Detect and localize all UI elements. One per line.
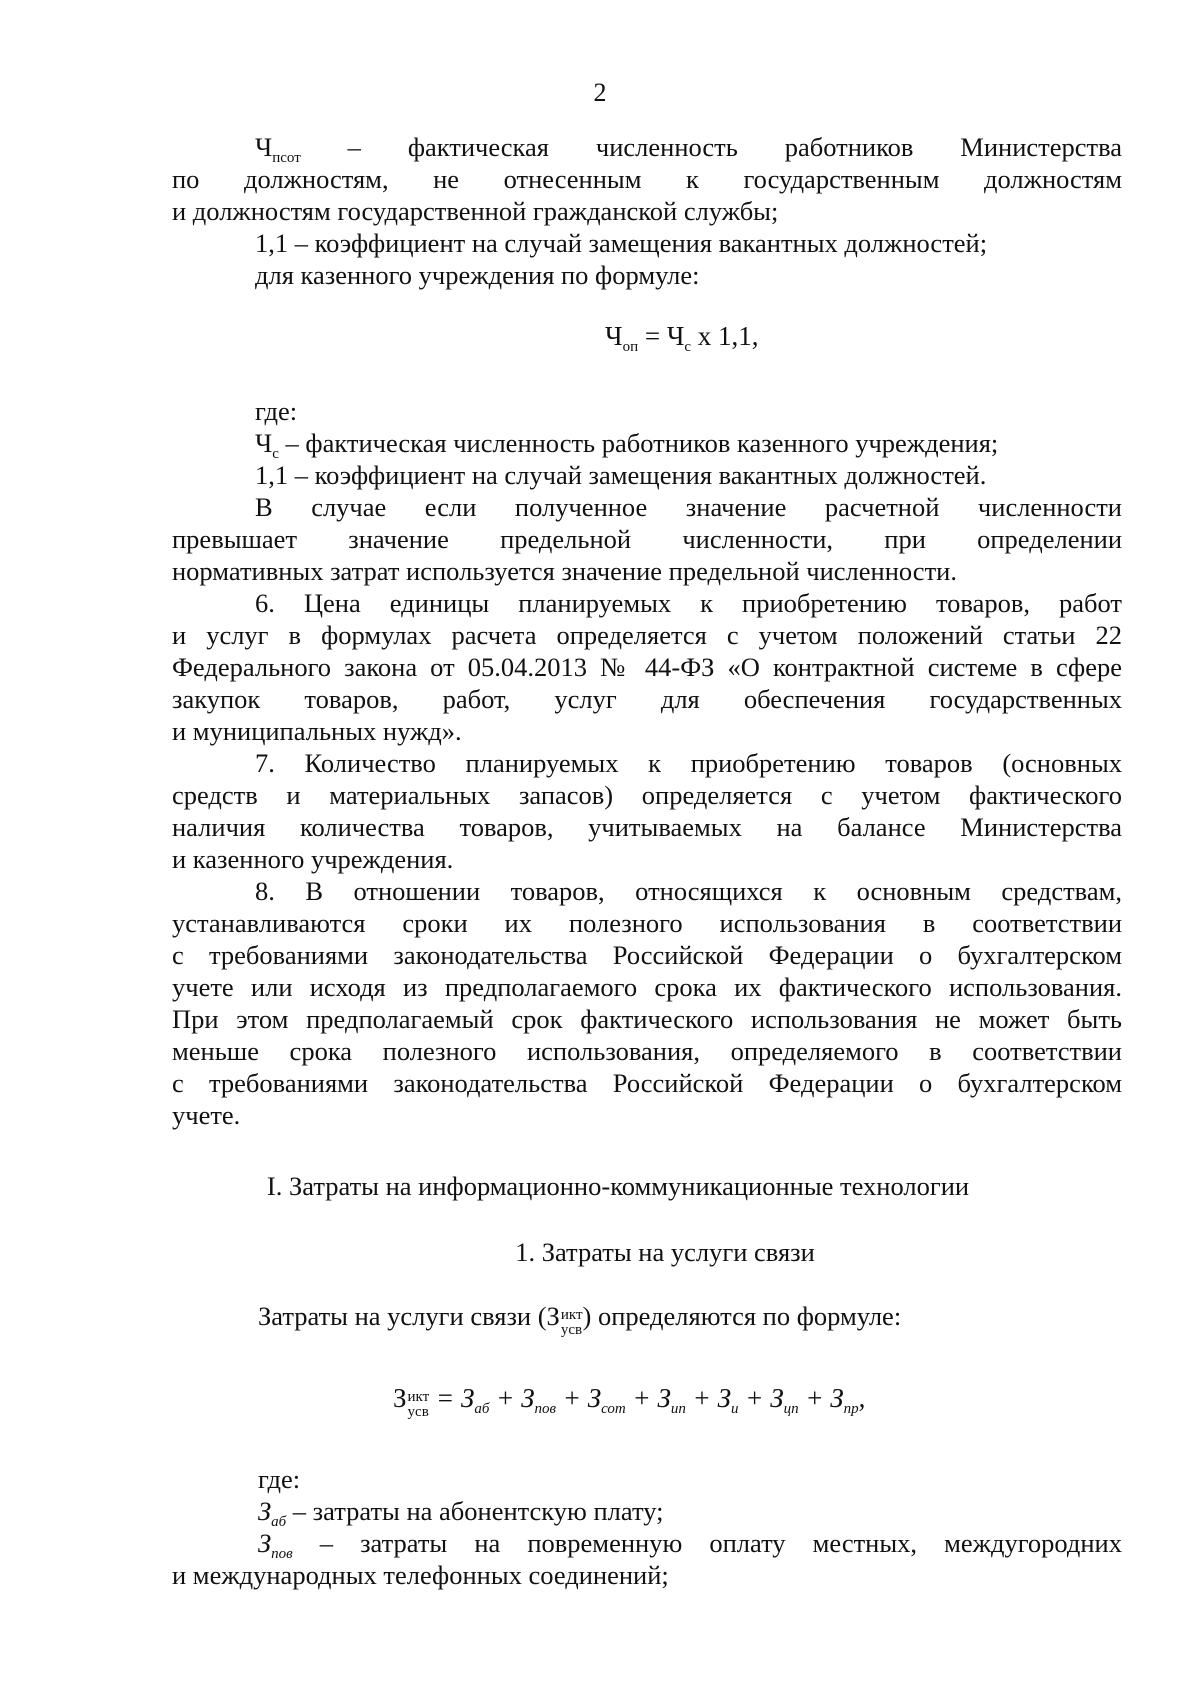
chs-definition: $Ч_с$ – фактическая численность работников казенного учреждения;	[255, 428, 999, 462]
page-number: 2	[593, 78, 607, 107]
coefficient-line-1: 1,1 – коэффициент на случай замещения вакантных должностей;	[255, 228, 988, 258]
paragraph-7-line-3: наличия количества товаров, учитываемых на балансе Министерства	[172, 812, 1122, 842]
paragraph-8-line-7: с требованиями законодательства Российской Федерации о бухгалтерском	[172, 1068, 1122, 1098]
zpov-definition-line-1: $З_{пов}$ – затраты на повременную оплату местных, междугородних	[258, 1528, 1122, 1562]
paragraph-chpsot-line-2: по должностям, не отнесенным к государственным должностям	[172, 164, 1122, 194]
paragraph-case-line-3: нормативных затрат используется значение предельной численности.	[172, 556, 957, 586]
paragraph-case-line-1: В случае если полученное значение расчетной численности	[255, 492, 1122, 522]
paragraph-7-line-1: 7. Количество планируемых к приобретению товаров (основных	[255, 748, 1122, 778]
zpov-definition-line-2: и международных телефонных соединений;	[172, 1560, 669, 1590]
paragraph-8-line-5: При этом предполагаемый срок фактического использования не может быть	[172, 1004, 1122, 1034]
paragraph-6-line-2: и услуг в формулах расчета определяется с учетом положений статьи 22	[172, 620, 1122, 650]
paragraph-8-line-4: учете или исходя из предполагаемого срока их фактического использования.	[172, 972, 1122, 1002]
section-title: I. Затраты на информационно-коммуникационные технологии	[266, 1171, 970, 1201]
kazennoe-formula-intro: для казенного учреждения по формуле:	[255, 260, 700, 290]
paragraph-6-line-4: закупок товаров, работ, услуг для обеспечения государственных	[172, 684, 1122, 714]
formula-chop: $Ч_{оп} = Ч_с$ х 1,1,	[605, 321, 759, 355]
paragraph-7-line-4: и казенного учреждения.	[172, 844, 454, 874]
zab-definition: $З_{аб}$ – затраты на абонентскую плату;	[258, 1496, 664, 1530]
paragraph-6-line-3: Федерального закона от 05.04.2013 № 44-ФЗ «О контрактной системе в сфере	[172, 652, 1122, 682]
coefficient-line-2: 1,1 – коэффициент на случай замещения вакантных должностей.	[255, 460, 987, 490]
subsection-title: 1. Затраты на услуги связи	[515, 1237, 815, 1267]
paragraph-8-line-6: меньше срока полезного использования, определяемого в соответствии	[172, 1036, 1122, 1066]
paragraph-6-line-1: 6. Цена единицы планируемых к приобретению товаров, работ	[255, 588, 1122, 618]
paragraph-6-line-5: и муниципальных нужд».	[172, 716, 462, 746]
paragraph-8-line-2: устанавливаются сроки их полезного использования в соответствии	[172, 908, 1122, 938]
usv-formula-intro: Затраты на услуги связи (З икт усв ) определяются по формуле:	[258, 1301, 902, 1338]
paragraph-8-line-1: 8. В отношении товаров, относящихся к основным средствам,	[255, 876, 1122, 906]
paragraph-7-line-2: средств и материальных запасов) определяется с учетом фактического	[172, 780, 1122, 810]
paragraph-8-line-3: с требованиями законодательства Российской Федерации о бухгалтерском	[172, 940, 1122, 970]
where-label-1: где:	[255, 396, 298, 426]
paragraph-case-line-2: превышает значение предельной численности, при определении	[172, 524, 1122, 554]
formula-usv: З икт усв = $З_{аб} + З_{пов} + З_{сот} + З_{ип} + З_и + З_{цп} + З_{пр}$,	[393, 1383, 866, 1420]
paragraph-8-line-8: учете.	[172, 1100, 241, 1130]
paragraph-chpsot-line-3: и должностям государственной гражданской службы;	[172, 196, 779, 226]
paragraph-chpsot-line-1: $Ч_{псот}$ – фактическая численность работников Министерства	[255, 132, 1122, 166]
where-label-2: где:	[258, 1464, 301, 1494]
